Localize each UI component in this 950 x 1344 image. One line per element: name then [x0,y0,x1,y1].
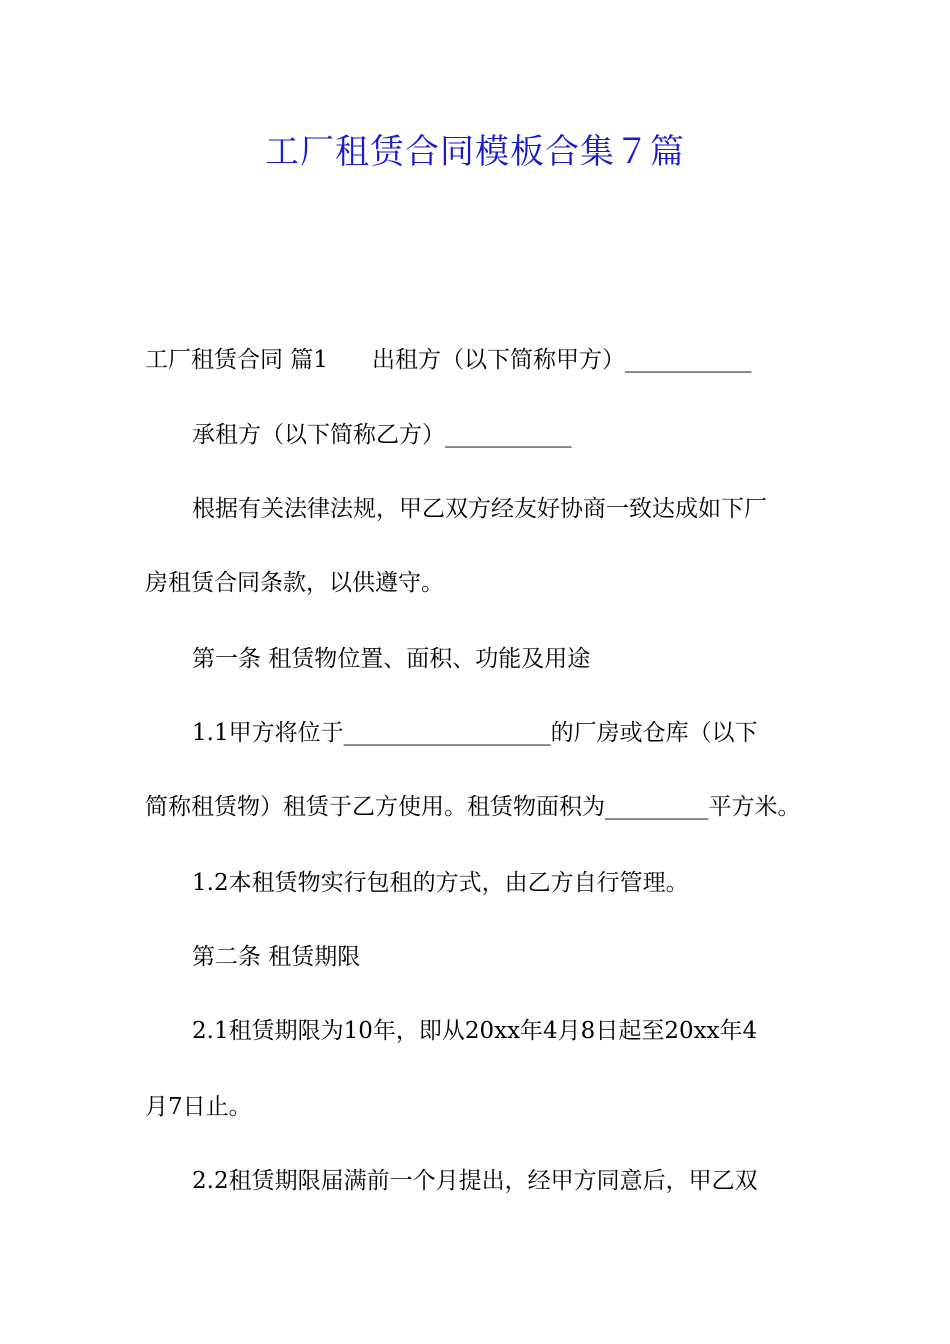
paragraph-line-11: 月7日止。 [145,1094,252,1120]
paragraph-line-7: 简称租赁物）租赁于乙方使用。租赁物面积为_________平方米。 [145,794,801,820]
paragraph-line-8: 1.2本租赁物实行包租的方式，由乙方自行管理。 [192,870,689,896]
section-heading-1: 第一条 租赁物位置、面积、功能及用途 [192,646,591,672]
paragraph-line-4: 房租赁合同条款，以供遵守。 [145,570,444,596]
paragraph-line-10: 2.1租赁期限为10年，即从20xx年4月8日起至20xx年4 [192,1018,758,1044]
paragraph-line-6: 1.1甲方将位于__________________的厂房或仓库（以下 [192,720,758,746]
document-title: 工厂租赁合同模板合集７篇 [265,132,685,172]
paragraph-line-1 [145,343,815,377]
paragraph-line-12: 2.2租赁期限届满前一个月提出，经甲方同意后，甲乙双 [192,1168,758,1194]
section-heading-2: 第二条 租赁期限 [192,944,361,970]
paragraph-line-2: 承租方（以下简称乙方）___________ [192,422,572,448]
contract-heading: 工厂租赁合同 篇1 [145,347,328,373]
paragraph-line-3: 根据有关法律法规，甲乙双方经友好协商一致达成如下厂 [192,496,767,522]
lessor-line: 出租方（以下简称甲方）___________ [371,347,752,373]
